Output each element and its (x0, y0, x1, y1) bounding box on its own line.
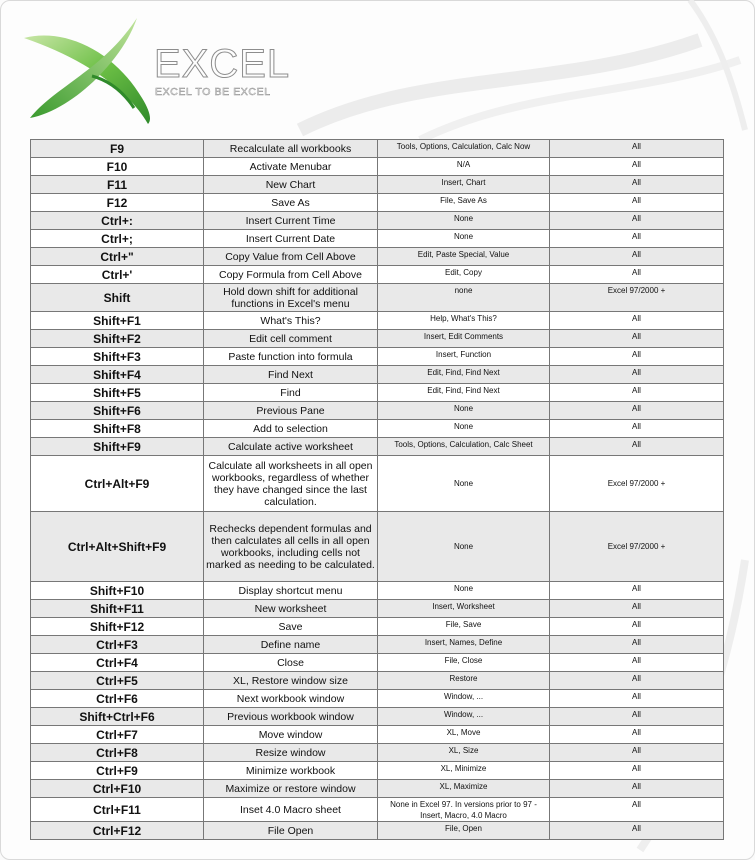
version-cell: All (550, 582, 724, 600)
action-cell: Save (204, 618, 378, 636)
version-cell: All (550, 366, 724, 384)
table-row (31, 744, 724, 762)
version-cell: All (550, 330, 724, 348)
shortcut-key-cell: Ctrl+F8 (31, 744, 204, 762)
menu-path-cell: Help, What's This? (378, 312, 550, 330)
menu-path-cell: XL, Size (378, 744, 550, 762)
menu-path-cell: File, Open (378, 822, 550, 840)
table-row (31, 672, 724, 690)
table-row (31, 654, 724, 672)
version-cell: All (550, 230, 724, 248)
version-cell: All (550, 348, 724, 366)
table-row (31, 726, 724, 744)
shortcut-key-cell: Shift+F6 (31, 402, 204, 420)
shortcut-key-cell: Ctrl+F6 (31, 690, 204, 708)
shortcut-key-cell: Ctrl+F12 (31, 822, 204, 840)
table-row (31, 312, 724, 330)
menu-path-cell: none (378, 284, 550, 312)
version-cell: All (550, 266, 724, 284)
shortcut-key-cell: F9 (31, 140, 204, 158)
table-row (31, 348, 724, 366)
table-row (31, 248, 724, 266)
table-row (31, 780, 724, 798)
menu-path-cell: XL, Maximize (378, 780, 550, 798)
table-row (31, 582, 724, 600)
version-cell: All (550, 636, 724, 654)
action-cell: What's This? (204, 312, 378, 330)
shortcut-key-cell: Shift+F9 (31, 438, 204, 456)
shortcut-key-cell: Shift (31, 284, 204, 312)
version-cell: All (550, 744, 724, 762)
menu-path-cell: Tools, Options, Calculation, Calc Sheet (378, 438, 550, 456)
menu-path-cell: None (378, 512, 550, 582)
menu-path-cell: Edit, Paste Special, Value (378, 248, 550, 266)
table-row (31, 798, 724, 822)
table-row (31, 366, 724, 384)
version-cell: All (550, 600, 724, 618)
version-cell: All (550, 176, 724, 194)
menu-path-cell: File, Close (378, 654, 550, 672)
action-cell: Next workbook window (204, 690, 378, 708)
action-cell: Paste function into formula (204, 348, 378, 366)
shortcut-key-cell: Ctrl+F4 (31, 654, 204, 672)
version-cell: Excel 97/2000 + (550, 456, 724, 512)
menu-path-cell: None (378, 212, 550, 230)
menu-path-cell: Edit, Find, Find Next (378, 366, 550, 384)
version-cell: All (550, 158, 724, 176)
shortcut-key-cell: Shift+F4 (31, 366, 204, 384)
version-cell: All (550, 420, 724, 438)
shortcut-key-cell: Shift+F1 (31, 312, 204, 330)
version-cell: All (550, 618, 724, 636)
table-row (31, 708, 724, 726)
version-cell: All (550, 402, 724, 420)
action-cell: Inset 4.0 Macro sheet (204, 798, 378, 822)
version-cell: All (550, 384, 724, 402)
action-cell: Activate Menubar (204, 158, 378, 176)
shortcut-key-cell: Shift+F12 (31, 618, 204, 636)
action-cell: Insert Current Date (204, 230, 378, 248)
table-row (31, 822, 724, 840)
version-cell: All (550, 708, 724, 726)
action-cell: Copy Formula from Cell Above (204, 266, 378, 284)
version-cell: All (550, 672, 724, 690)
table-row (31, 636, 724, 654)
shortcut-key-cell: Ctrl+F7 (31, 726, 204, 744)
action-cell: Move window (204, 726, 378, 744)
version-cell: All (550, 654, 724, 672)
action-cell: Find (204, 384, 378, 402)
menu-path-cell: None (378, 420, 550, 438)
shortcut-key-cell: Shift+F8 (31, 420, 204, 438)
menu-path-cell: File, Save (378, 618, 550, 636)
action-cell: Maximize or restore window (204, 780, 378, 798)
shortcut-key-cell: Shift+F2 (31, 330, 204, 348)
excel-logo (22, 18, 291, 128)
shortcut-key-cell: Ctrl+F5 (31, 672, 204, 690)
version-cell: All (550, 438, 724, 456)
action-cell: Add to selection (204, 420, 378, 438)
action-cell: Insert Current Time (204, 212, 378, 230)
version-cell: All (550, 690, 724, 708)
table-row (31, 284, 724, 312)
shortcut-key-cell: Shift+F10 (31, 582, 204, 600)
table-row (31, 230, 724, 248)
table-row (31, 420, 724, 438)
action-cell: Define name (204, 636, 378, 654)
menu-path-cell: Edit, Copy (378, 266, 550, 284)
table-row (31, 512, 724, 582)
action-cell: Resize window (204, 744, 378, 762)
menu-path-cell: None (378, 230, 550, 248)
menu-path-cell: File, Save As (378, 194, 550, 212)
table-row (31, 600, 724, 618)
action-cell: Rechecks dependent formulas and then calculates all cells in all open workbooks, including cells not marked as needing to be calculated. (204, 512, 378, 582)
shortcut-key-cell: Shift+F5 (31, 384, 204, 402)
version-cell: All (550, 212, 724, 230)
logo-subtitle: EXCEL TO BE EXCEL (155, 86, 271, 98)
menu-path-cell: None (378, 456, 550, 512)
table-row (31, 176, 724, 194)
menu-path-cell: Tools, Options, Calculation, Calc Now (378, 140, 550, 158)
menu-path-cell: None (378, 402, 550, 420)
table-row (31, 212, 724, 230)
menu-path-cell: Window, ... (378, 708, 550, 726)
version-cell: All (550, 194, 724, 212)
version-cell: All (550, 822, 724, 840)
action-cell: Close (204, 654, 378, 672)
shortcut-key-cell: Ctrl+; (31, 230, 204, 248)
action-cell: Display shortcut menu (204, 582, 378, 600)
shortcut-key-cell: Ctrl+F10 (31, 780, 204, 798)
action-cell: Copy Value from Cell Above (204, 248, 378, 266)
shortcut-key-cell: Ctrl+' (31, 266, 204, 284)
shortcut-key-cell: Ctrl+F11 (31, 798, 204, 822)
action-cell: Previous workbook window (204, 708, 378, 726)
menu-path-cell: Insert, Names, Define (378, 636, 550, 654)
menu-path-cell: Insert, Chart (378, 176, 550, 194)
action-cell: XL, Restore window size (204, 672, 378, 690)
shortcut-key-cell: Ctrl+F9 (31, 762, 204, 780)
menu-path-cell: Window, ... (378, 690, 550, 708)
action-cell: New Chart (204, 176, 378, 194)
table-row (31, 158, 724, 176)
menu-path-cell: Edit, Find, Find Next (378, 384, 550, 402)
shortcut-table-body (31, 140, 724, 840)
version-cell: All (550, 798, 724, 822)
shortcut-key-cell: Ctrl+Alt+F9 (31, 456, 204, 512)
table-row (31, 762, 724, 780)
table-row (31, 266, 724, 284)
shortcut-key-cell: F11 (31, 176, 204, 194)
shortcut-key-cell: Ctrl+F3 (31, 636, 204, 654)
table-row (31, 330, 724, 348)
version-cell: All (550, 726, 724, 744)
action-cell: File Open (204, 822, 378, 840)
action-cell: Find Next (204, 366, 378, 384)
shortcut-key-cell: F12 (31, 194, 204, 212)
action-cell: Calculate active worksheet (204, 438, 378, 456)
shortcut-key-cell: Ctrl+: (31, 212, 204, 230)
shortcut-key-cell: Shift+F11 (31, 600, 204, 618)
menu-path-cell: None in Excel 97. In versions prior to 97 - Insert, Macro, 4.0 Macro (378, 798, 550, 822)
menu-path-cell: Restore (378, 672, 550, 690)
version-cell: All (550, 312, 724, 330)
table-row (31, 690, 724, 708)
menu-path-cell: Insert, Edit Comments (378, 330, 550, 348)
table-row (31, 194, 724, 212)
shortcut-key-cell: Shift+F3 (31, 348, 204, 366)
table-row (31, 384, 724, 402)
action-cell: Save As (204, 194, 378, 212)
version-cell: Excel 97/2000 + (550, 512, 724, 582)
version-cell: Excel 97/2000 + (550, 284, 724, 312)
menu-path-cell: Insert, Worksheet (378, 600, 550, 618)
shortcut-key-cell: Ctrl+" (31, 248, 204, 266)
menu-path-cell: XL, Move (378, 726, 550, 744)
menu-path-cell: XL, Minimize (378, 762, 550, 780)
menu-path-cell: Insert, Function (378, 348, 550, 366)
table-row (31, 140, 724, 158)
menu-path-cell: None (378, 582, 550, 600)
table-row (31, 456, 724, 512)
version-cell: All (550, 140, 724, 158)
action-cell: Minimize workbook (204, 762, 378, 780)
version-cell: All (550, 248, 724, 266)
shortcut-table (30, 139, 724, 840)
action-cell: Edit cell comment (204, 330, 378, 348)
logo-title: EXCEL (154, 42, 291, 86)
action-cell: Recalculate all workbooks (204, 140, 378, 158)
action-cell: Calculate all worksheets in all open workbooks, regardless of whether they have changed since the last calculation. (204, 456, 378, 512)
table-row (31, 438, 724, 456)
version-cell: All (550, 780, 724, 798)
action-cell: New worksheet (204, 600, 378, 618)
shortcut-key-cell: Ctrl+Alt+Shift+F9 (31, 512, 204, 582)
table-row (31, 402, 724, 420)
shortcut-key-cell: F10 (31, 158, 204, 176)
action-cell: Hold down shift for additional functions in Excel's menu (204, 284, 378, 312)
version-cell: All (550, 762, 724, 780)
table-row (31, 618, 724, 636)
action-cell: Previous Pane (204, 402, 378, 420)
menu-path-cell: N/A (378, 158, 550, 176)
shortcut-key-cell: Shift+Ctrl+F6 (31, 708, 204, 726)
